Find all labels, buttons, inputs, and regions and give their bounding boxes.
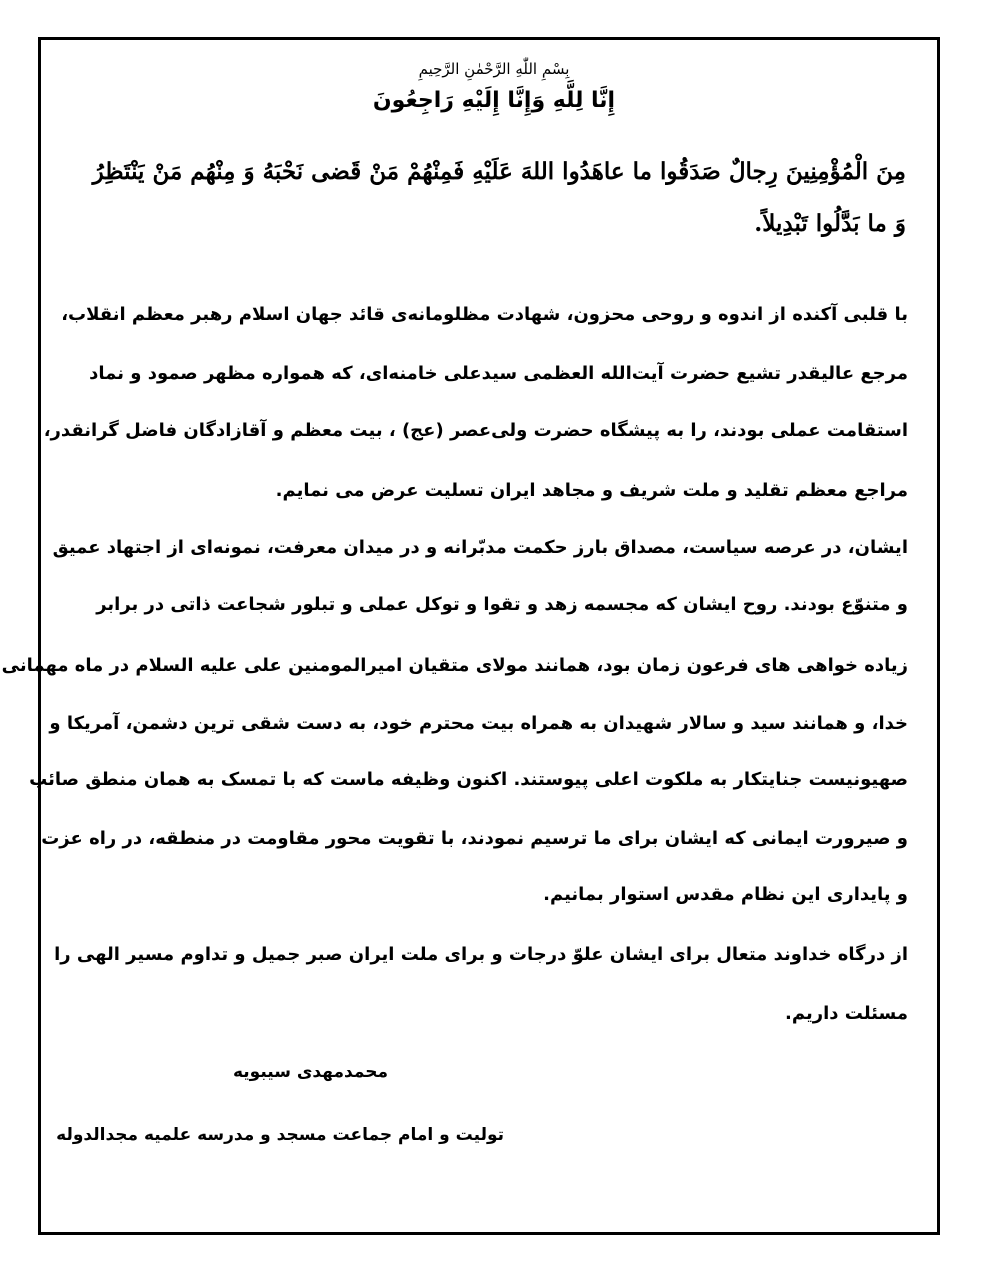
body-line: مراجع معظم تقلید و ملت شریف و مجاهد ایران تسلیت عرض می نمایم. (275, 480, 908, 501)
body-line: استقامت عملی بودند، را به پیشگاه حضرت ولی‌عصر (عج) ، بیت معظم و آقازادگان فاضل گرانقدر، (43, 420, 908, 441)
body-line: صهیونیست جنایتکار به ملکوت اعلی پیوستند. اکنون وظیفه ماست که با تمسک به همان منطق صائب (29, 769, 908, 790)
body-line: از درگاه خداوند متعال برای ایشان علوّ درجات و برای ملت ایران صبر جمیل و تداوم مسیر الهی را (54, 944, 908, 965)
quran-verse-line-1: مِنَ الْمُؤْمِنِينَ رِجالٌ صَدَقُوا ما عاهَدُوا اللهَ عَلَيْهِ فَمِنْهُمْ مَنْ قَضى نَحْبَهُ وَ مِنْهُم مَنْ يَنْتَظِرُ (92, 158, 906, 185)
quran-verse-line-2: وَ ما بَدَّلُوا تَبْدِيلاً. (754, 210, 906, 237)
istirja-verse: إِنَّا لِلَّهِ وَإِنَّا إِلَيْهِ رَاجِعُونَ (372, 88, 616, 113)
body-line: و صیرورت ایمانی که ایشان برای ما ترسیم نمودند، با تقویت محور مقاومت در منطقه، در راه عزت (41, 828, 908, 849)
body-line: خدا، و همانند سید و سالار شهیدان به همراه بیت محترم خود، به دست شقی ترین دشمن، آمریکا و (49, 713, 908, 734)
body-line: زیاده خواهی های فرعون زمان بود، همانند مولای متقیان امیرالمومنین علی علیه السلام در ماه مهمانی (1, 655, 908, 676)
signature-name: محمدمهدی سیبویه (232, 1062, 388, 1082)
body-line: و متنوّع بودند. روح ایشان که مجسمه زهد و تقوا و توکل عملی و تبلور شجاعت ذاتی در برابر (96, 594, 908, 615)
signature-title: تولیت و امام جماعت مسجد و مدرسه علمیه مجدالدوله (56, 1125, 504, 1145)
body-line: مرجع عالیقدر تشیع حضرت آیت‌الله العظمی سیدعلی خامنه‌ای، که همواره مظهر صمود و نماد (89, 363, 908, 384)
body-line: با قلبی آکنده از اندوه و روحی محزون، شهادت مظلومانه‌ی قائد جهان اسلام رهبر معظم انقلاب، (61, 304, 908, 325)
body-line: و پایداری این نظام مقدس استوار بمانیم. (543, 884, 908, 905)
body-line: ایشان، در عرصه سیاست، مصداق بارز حکمت مدبّرانه و در میدان معرفت، نمونه‌ای از اجتهاد عمیق (52, 537, 908, 558)
body-line: مسئلت داریم. (785, 1003, 908, 1024)
bismillah-heading: بِسْمِ اللّٰهِ الرَّحْمٰنِ الرَّحِيمِ (418, 60, 570, 78)
